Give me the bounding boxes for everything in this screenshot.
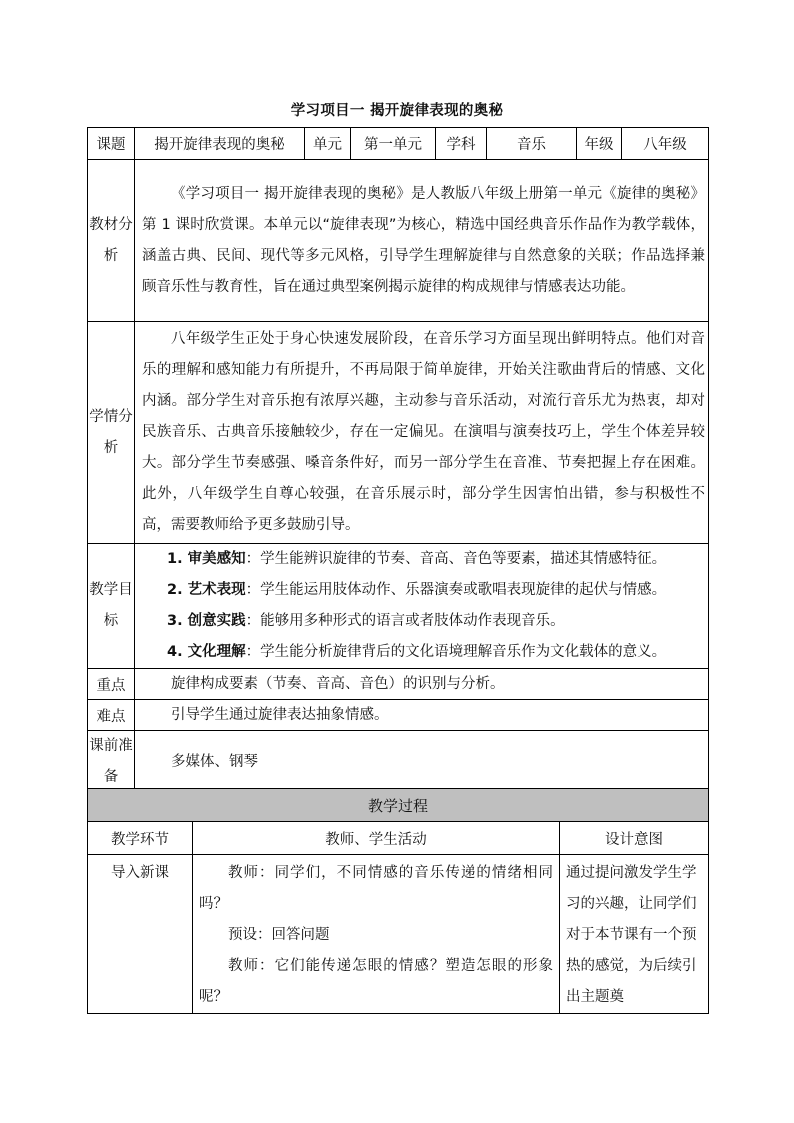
- goals-row: [88, 544, 709, 669]
- key-point-text: 旋律构成要素（节奏、音高、音色）的识别与分析。: [135, 669, 709, 700]
- subject-value: 音乐: [487, 128, 577, 160]
- preparation-label: 课前准备: [88, 731, 135, 794]
- document-title: 学习项目一 揭开旋律表现的奥秘: [290, 103, 504, 119]
- key-point-row: [88, 669, 709, 700]
- activity-cell: [193, 855, 560, 1014]
- unit-label: 单元: [305, 128, 351, 160]
- difficulty-label: 难点: [88, 700, 135, 731]
- goal-item: 2. 艺术表现：学生能运用肢体动作、乐器演奏或歌唱表现旋律的起伏与情感。: [167, 582, 667, 598]
- preparation-row: [88, 731, 709, 794]
- teaching-goals-cell: [135, 544, 709, 669]
- material-row: [88, 160, 709, 322]
- difficulty-text: 引导学生通过旋律表达抽象情感。: [135, 700, 709, 731]
- stage-cell: 导入新课: [88, 855, 193, 1014]
- process-section-title: 教学过程: [88, 789, 709, 822]
- intent-column-header: 设计意图: [560, 822, 709, 855]
- stage-column-header: 教学环节: [88, 822, 193, 855]
- teaching-goals-label: 教学目标: [88, 544, 135, 669]
- goal-item: 3. 创意实践：能够用多种形式的语言或者肢体动作表现音乐。: [167, 613, 565, 629]
- goal-item: 1. 审美感知：学生能辨识旋律的节奏、音高、音色等要素，描述其情感特征。: [167, 551, 667, 567]
- process-row: [88, 855, 709, 1014]
- subject-label: 学科: [436, 128, 487, 160]
- teaching-process-table: [87, 788, 709, 1014]
- preparation-text: 多媒体、钢琴: [135, 731, 709, 794]
- activity-line: 预设：回答问题: [228, 927, 330, 943]
- grade-label: 年级: [577, 128, 622, 160]
- activity-line: 教师：同学们，不同情感的音乐传递的情绪相同吗？: [199, 865, 553, 912]
- difficulty-row: [88, 700, 709, 731]
- key-point-label: 重点: [88, 669, 135, 700]
- intent-cell: 通过提问激发学生学习的兴趣，让同学们对于本节课有一个预热的感觉，为后续引出主题奠: [560, 855, 709, 1014]
- goal-item: 4. 文化理解：学生能分析旋律背后的文化语境理解音乐作为文化载体的意义。: [167, 644, 667, 660]
- grade-value: 八年级: [622, 128, 709, 160]
- activity-line: 教师：它们能传递怎眼的情感？塑造怎眼的形象呢？: [199, 958, 553, 1005]
- topic-value: 揭开旋律表现的奥秘: [135, 128, 305, 160]
- material-analysis-label: 教材分析: [88, 160, 135, 322]
- activity-column-header: 教师、学生活动: [193, 822, 560, 855]
- material-analysis-text: 《学习项目一 揭开旋律表现的奥秘》是人教版八年级上册第一单元《旋律的奥秘》第 1 课时欣赏课。本单元以“旋律表现”为核心，精选中国经典音乐作品作为教学载体，涵盖古典、民间、现代等多元风格，引导学生理解旋律与自然意象的关联；作品选择兼顾音乐性与教育性，旨在通过典型案例揭示旋律的构成规律与情感表达功能。: [135, 160, 709, 322]
- process-header-row: [88, 822, 709, 855]
- topic-row: [88, 128, 709, 160]
- unit-value: 第一单元: [351, 128, 436, 160]
- lesson-info-table: [87, 127, 709, 794]
- process-title-row: [88, 789, 709, 822]
- student-row: [88, 322, 709, 544]
- student-analysis-text: 八年级学生正处于身心快速发展阶段，在音乐学习方面呈现出鲜明特点。他们对音乐的理解和感知能力有所提升，不再局限于简单旋律，开始关注歌曲背后的情感、文化内涵。部分学生对音乐抱有浓厚兴趣，主动参与音乐活动，对流行音乐尤为热衷，却对民族音乐、古典音乐接触较少，存在一定偏见。在演唱与演奏技巧上，学生个体差异较大。部分学生节奏感强、嗓音条件好，而另一部分学生在音准、节奏把握上存在困难。此外，八年级学生自尊心较强，在音乐展示时，部分学生因害怕出错，参与积极性不高，需要教师给予更多鼓励引导。: [135, 322, 709, 544]
- student-analysis-label: 学情分析: [88, 322, 135, 544]
- topic-label: 课题: [88, 128, 135, 160]
